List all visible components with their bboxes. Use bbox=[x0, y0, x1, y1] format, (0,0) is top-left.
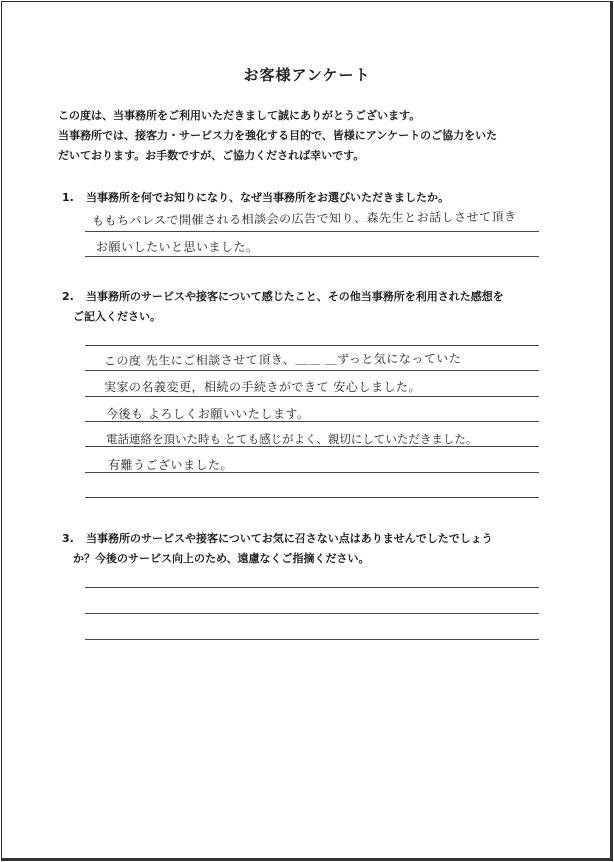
answer-rule bbox=[85, 446, 539, 447]
survey-title: お客様アンケート bbox=[243, 66, 371, 84]
answer-rule bbox=[85, 613, 539, 614]
intro-text bbox=[58, 106, 568, 166]
question-number: 2. bbox=[62, 290, 74, 303]
answer-rule bbox=[85, 497, 539, 498]
question-1 bbox=[62, 188, 449, 208]
answer-rule bbox=[85, 396, 539, 397]
answer-rule bbox=[85, 639, 539, 640]
intro-line: だいております。お手数ですが、ご協力くだされば幸いです。 bbox=[58, 149, 365, 162]
answer-rule bbox=[85, 587, 539, 588]
question-text: 当事務所のサービスや接客について感じたこと、その他当事務所を利用された感想を bbox=[86, 290, 504, 303]
question-number: 1. bbox=[62, 191, 74, 204]
answer-rule bbox=[85, 370, 539, 371]
question-3 bbox=[62, 529, 493, 569]
handwritten-answer-line: 実家の名義変更，相続の手続きができて 安心しました。 bbox=[104, 380, 421, 394]
question-text: か？今後のサービス向上のため、遠慮なくご指摘ください。 bbox=[73, 552, 370, 565]
answer-rule bbox=[85, 345, 539, 346]
handwritten-answer-line: 有難うございました。 bbox=[108, 458, 234, 472]
handwritten-answer-line: 今後も よろしくお願いいたします。 bbox=[106, 407, 310, 421]
question-text: ご記入ください。 bbox=[73, 310, 161, 323]
intro-line: この度は、当事務所をご利用いただきまして誠にありがとうございます。 bbox=[58, 109, 421, 122]
question-text: 当事務所を何でお知りになり、なぜ当事務所をお選びいただきましたか。 bbox=[86, 191, 449, 204]
answer-rule bbox=[85, 472, 539, 473]
question-text: 当事務所のサービスや接客についてお気に召さない点はありませんでしたでしょう bbox=[86, 532, 493, 545]
intro-line: 当事務所では、接客力・サービス力を強化する目的で、皆様にアンケートのご協力をいた bbox=[58, 129, 498, 142]
question-2 bbox=[62, 287, 504, 327]
handwritten-answer-line: お願いしたいと思いました。 bbox=[96, 240, 259, 254]
handwritten-answer-line: この度 先生にご相談させて頂き、＿＿ ＿ずっと気になっていた bbox=[103, 351, 462, 369]
question-number: 3. bbox=[62, 532, 74, 545]
answer-rule bbox=[85, 231, 539, 232]
handwritten-answer-line: 電話連絡を頂いた時も とても感じがよく、親切にしていただきました。 bbox=[106, 432, 478, 446]
answer-rule bbox=[85, 421, 539, 422]
answer-rule bbox=[85, 256, 539, 257]
handwritten-answer-line: ももちパレスで開催される相談会の広告で知り、森先生とお話しさせて頂き bbox=[91, 209, 517, 229]
